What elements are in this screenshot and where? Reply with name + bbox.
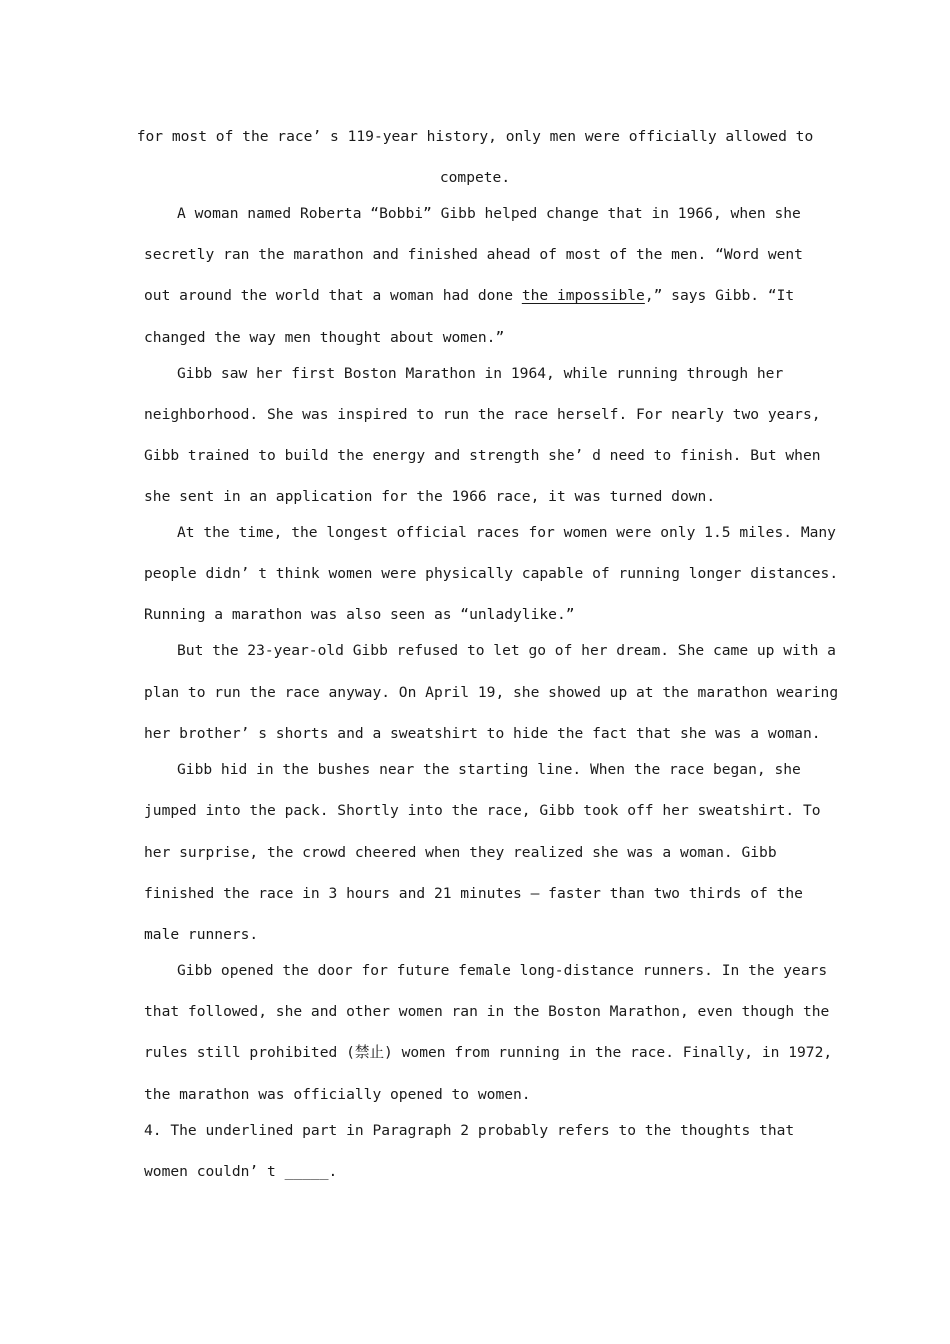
paragraph-start-line: But the 23-year-old Gibb refused to let go of her dream. She came up with a bbox=[177, 642, 836, 659]
text-line: finished the race in 3 hours and 21 minutes — faster than two thirds of the bbox=[144, 885, 803, 902]
text-line-with-underline bbox=[144, 286, 794, 306]
text-line: her brother’ s shorts and a sweatshirt to hide the fact that she was a woman. bbox=[144, 725, 821, 742]
question-line: women couldn’ t _____. bbox=[144, 1163, 338, 1180]
paragraph-start-line: Gibb saw her first Boston Marathon in 1964, while running through her bbox=[177, 365, 784, 382]
text-line: plan to run the race anyway. On April 19, she showed up at the marathon wearing bbox=[144, 684, 839, 701]
text-line: people didn’ t think women were physically capable of running longer distances. bbox=[144, 565, 839, 582]
text-line: Running a marathon was also seen as “unladylike.” bbox=[144, 606, 575, 623]
text-line: she sent in an application for the 1966 race, it was turned down. bbox=[144, 488, 716, 505]
text-line: rules still prohibited (禁止) women from running in the race. Finally, in 1972, bbox=[144, 1044, 833, 1061]
text-line: jumped into the pack. Shortly into the race, Gibb took off her sweatshirt. To bbox=[144, 802, 821, 819]
paragraph-start-line: Gibb hid in the bushes near the starting line. When the race began, she bbox=[177, 761, 801, 778]
text-segment: out around the world that a woman had done bbox=[144, 287, 522, 304]
underlined-phrase: the impossible bbox=[521, 287, 645, 304]
paragraph-start-line: A woman named Roberta “Bobbi” Gibb helped change that in 1966, when she bbox=[177, 205, 801, 222]
text-line: Gibb trained to build the energy and strength she’ d need to finish. But when bbox=[144, 447, 821, 464]
text-segment: ,” says Gibb. “It bbox=[644, 287, 795, 304]
text-line-1: for most of the race’ s 119-year history, only men were officially allowed to bbox=[136, 128, 814, 145]
text-line: the marathon was officially opened to women. bbox=[144, 1086, 531, 1103]
text-line: her surprise, the crowd cheered when they realized she was a woman. Gibb bbox=[144, 844, 777, 861]
text-line: male runners. bbox=[144, 926, 259, 943]
text-line: that followed, she and other women ran in the Boston Marathon, even though the bbox=[144, 1003, 830, 1020]
text-line: secretly ran the marathon and finished ahead of most of the men. “Word went bbox=[144, 246, 803, 263]
paragraph-start-line: Gibb opened the door for future female long-distance runners. In the years bbox=[177, 962, 828, 979]
paragraph-start-line: At the time, the longest official races for women were only 1.5 miles. Many bbox=[177, 524, 836, 541]
question-line: 4. The underlined part in Paragraph 2 probably refers to the thoughts that bbox=[144, 1122, 795, 1139]
text-line: neighborhood. She was inspired to run the race herself. For nearly two years, bbox=[144, 406, 821, 423]
text-line-2: compete. bbox=[439, 169, 511, 186]
text-line: changed the way men thought about women.” bbox=[144, 329, 505, 346]
